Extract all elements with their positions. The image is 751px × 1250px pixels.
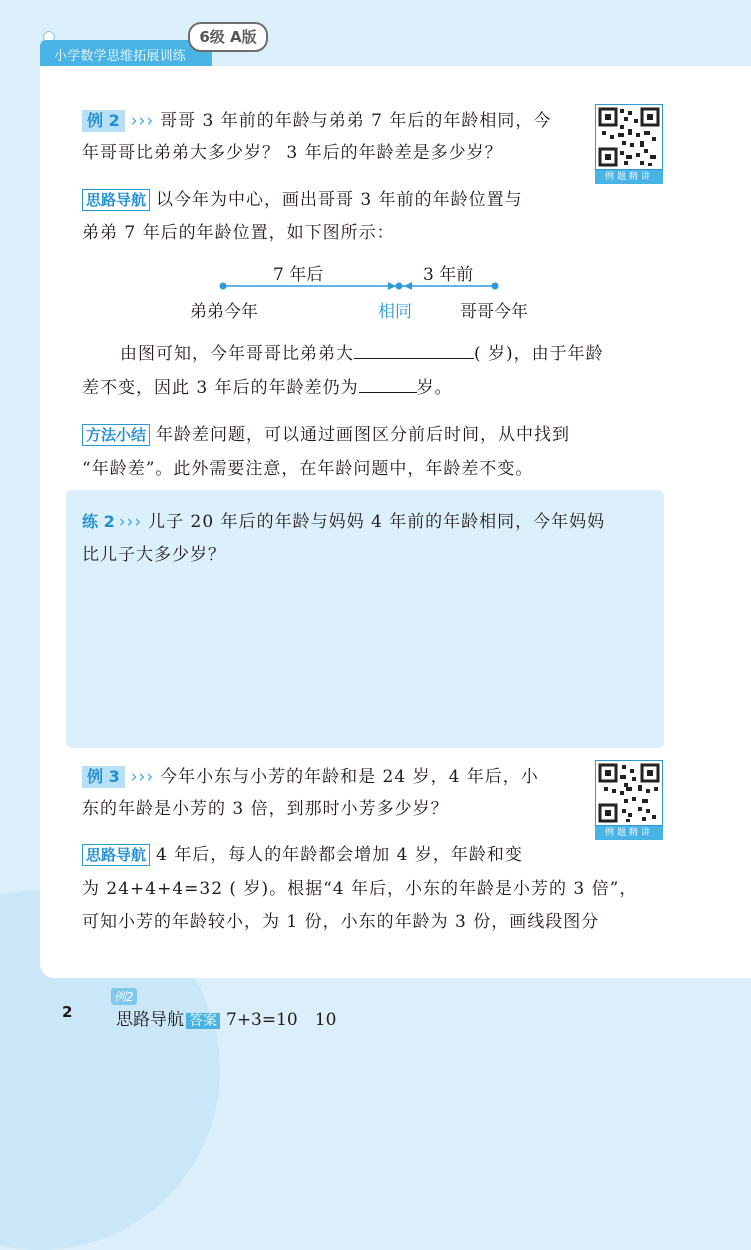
fill-line1 — [120, 339, 604, 364]
summary-line2: “年龄差”。此外需要注意，在年龄问题中，年龄差不变。 — [82, 459, 534, 479]
example3-question-text1: 今年小东与小芳的年龄和是 24 岁，4 年后，小 — [160, 767, 539, 787]
example3-qr-code[interactable] — [595, 760, 663, 840]
practice2-line2: 比儿子大多少岁？ — [82, 545, 226, 565]
chevrons-icon: ››› — [118, 512, 143, 532]
qr-caption: 例题精讲 — [595, 826, 663, 840]
example3-question-line1 — [82, 762, 539, 788]
fill-text1a: 由图可知，今年哥哥比弟弟大 — [120, 344, 354, 364]
diagram-point-middle — [396, 283, 403, 290]
book-title: 小学数学思维拓展训练 — [54, 49, 187, 64]
example3-question-line2: 东的年龄是小芳的 3 倍，到那时小芳多少岁？ — [82, 799, 449, 819]
chevrons-icon: ››› — [130, 767, 155, 787]
practice2-label: 练 2 — [82, 512, 115, 531]
page-number: 2 — [62, 1003, 73, 1021]
footer-example-ref: 例2 — [111, 988, 137, 1005]
chevrons-icon: ››› — [130, 111, 155, 131]
diagram-point-left — [220, 283, 227, 290]
guide-text1: 以今年为中心，画出哥哥 3 年前的年龄位置与 — [156, 190, 523, 210]
diagram-left-point: 弟弟今年 — [190, 302, 258, 322]
example2-qr-code[interactable] — [595, 104, 663, 184]
practice2-line1 — [82, 507, 605, 533]
arrow-left-icon — [404, 282, 412, 290]
fill-text2a: 差不变，因此 3 年后的年龄差仍为 — [82, 378, 359, 398]
diagram-middle-point: 相同 — [378, 302, 412, 322]
footer-answer — [116, 1005, 336, 1030]
example2-question-text1: 哥哥 3 年前的年龄与弟弟 7 年后的年龄相同，今 — [160, 111, 552, 131]
example2-question-line1 — [82, 106, 551, 132]
level-badge: 6级 A版 — [188, 22, 268, 52]
example3-label: 例 3 — [82, 766, 125, 788]
answer-text: 7+3=10 10 — [226, 1010, 337, 1030]
answer-tag: 答案 — [186, 1013, 220, 1029]
guide-tag: 思路导航 — [82, 844, 150, 866]
practice2-text1: 儿子 20 年后的年龄与妈妈 4 年前的年龄相同，今年妈妈 — [148, 512, 606, 532]
guide-text1: 4 年后，每人的年龄都会增加 4 岁，年龄和变 — [156, 845, 523, 865]
example3-guide-line2: 为 24+4+4=32 ( 岁)。根据“4 年后，小东的年龄是小芳的 3 倍”， — [82, 879, 638, 899]
diagram-point-right — [492, 283, 499, 290]
diagram-right-span: 3 年前 — [423, 265, 474, 285]
arrow-right-icon — [388, 282, 396, 290]
example3-guide-line1 — [82, 840, 523, 866]
diagram-left-span: 7 年后 — [273, 265, 324, 285]
example2-guide-line1 — [82, 185, 523, 211]
answer-blank-2[interactable] — [359, 378, 417, 393]
qr-code-icon — [595, 104, 663, 170]
qr-code-icon — [595, 760, 663, 826]
footer-guide-ref: 思路导航 — [116, 1010, 184, 1030]
summary-tag: 方法小结 — [82, 424, 150, 446]
example2-question-line2: 年哥哥比弟弟大多少岁？ 3 年后的年龄差是多少岁？ — [82, 143, 503, 163]
example3-guide-line3: 可知小芳的年龄较小，为 1 份，小东的年龄为 3 份，画线段图分 — [82, 912, 600, 932]
example2-label: 例 2 — [82, 110, 125, 132]
diagram-right-point: 哥哥今年 — [460, 302, 528, 322]
guide-tag: 思路导航 — [82, 189, 150, 211]
qr-caption: 例题精讲 — [595, 170, 663, 184]
fill-text1b: ( 岁)，由于年龄 — [474, 344, 604, 364]
summary-line1 — [82, 420, 570, 446]
fill-line2 — [82, 373, 453, 398]
example2-guide-line2: 弟弟 7 年后的年龄位置，如下图所示： — [82, 223, 395, 243]
answer-blank-1[interactable] — [354, 344, 474, 359]
fill-text2b: 岁。 — [416, 378, 453, 398]
summary-text1: 年龄差问题，可以通过画图区分前后时间，从中找到 — [156, 425, 571, 445]
